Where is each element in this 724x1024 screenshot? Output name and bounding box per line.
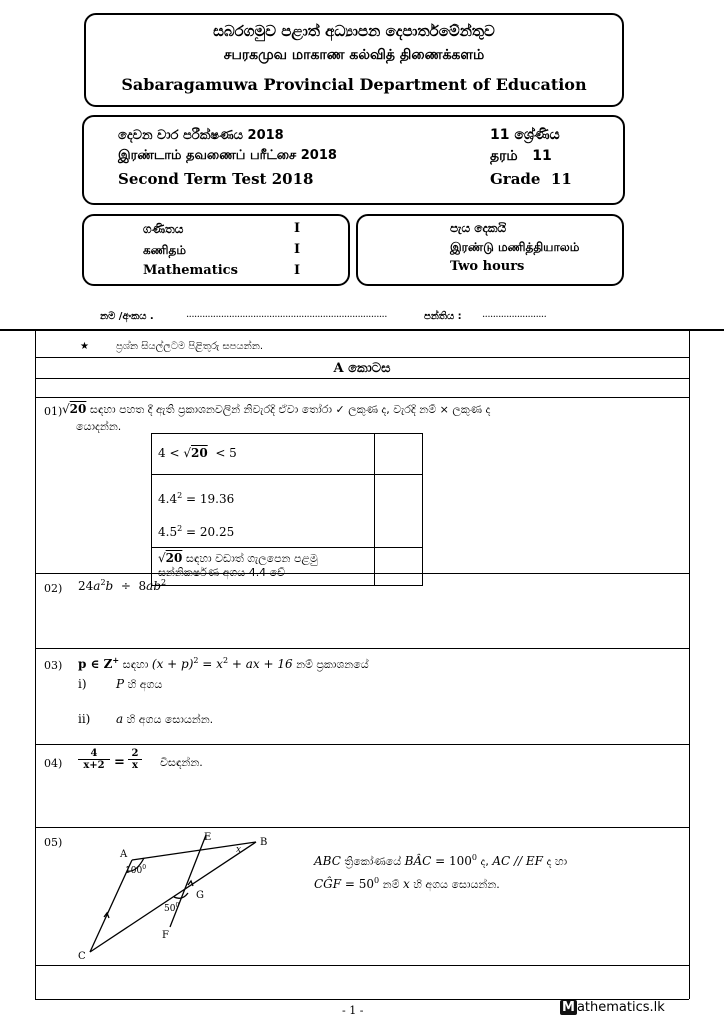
q5-l2-a: CĜF xyxy=(314,877,342,891)
subject-paper-3: I xyxy=(294,263,301,278)
angle-100-value: 100 xyxy=(125,866,143,876)
q1-row1-a: 4 < xyxy=(158,446,184,460)
label-b: B xyxy=(260,837,268,848)
exam-term-english: Second Term Test 2018 xyxy=(118,170,314,188)
duration-english: Two hours xyxy=(450,259,525,274)
q5-l1-c: BÂC xyxy=(404,854,432,868)
divider-q2 xyxy=(35,648,689,649)
q1-text-line1: සඳහා පහත දී ඇති ප්‍රකාශනවලින් නිවැරදි ඒවා තෝරා ✓ ලකුණ ද, වැරදි නම් × ලකුණ ද xyxy=(86,403,491,416)
q1-row-1 xyxy=(152,434,423,475)
q1-row1-arg: 20 xyxy=(190,446,208,460)
q4-equals: = xyxy=(114,755,125,770)
divider-instruction xyxy=(35,357,689,358)
q3-eq-sup: 2 xyxy=(193,656,199,665)
q5-l2-e: හි අගය සොයන්න. xyxy=(409,878,500,891)
q5-l1-e: ද, xyxy=(476,855,493,868)
q1-row4-arg: 20 xyxy=(165,551,183,565)
label-f: F xyxy=(162,930,169,941)
q4-fraction-1 xyxy=(78,748,110,771)
q4-f2-num: 2 xyxy=(128,748,142,760)
subject-name-sinhala: ගණිතය xyxy=(143,222,184,236)
exam-grade-english: Grade 11 xyxy=(490,170,572,188)
q5-text-line2 xyxy=(314,876,500,892)
q3-eq-sup2: 2 xyxy=(222,656,229,665)
q1-text-line2: යොදන්න. xyxy=(76,420,122,433)
q1-row2-sup: 2 xyxy=(177,491,183,500)
q5-l1-b: ත්‍රිකෝණයේ xyxy=(340,855,405,868)
q3-eq-c: + ax + 16 xyxy=(228,657,293,671)
label-x: x xyxy=(236,845,242,855)
label-angle-50 xyxy=(164,902,179,914)
q3-i-text: හි අගය xyxy=(124,678,163,691)
q2-var-a: a xyxy=(93,579,101,593)
q2-sup2: 2 xyxy=(161,578,167,587)
exam-grade-tamil: தரம் 11 xyxy=(490,148,552,164)
q2-number: 02) xyxy=(44,582,63,595)
divider-q3 xyxy=(35,744,689,745)
label-g: G xyxy=(196,890,204,901)
q3-ii-var: a xyxy=(116,712,124,726)
q1-statement-1 xyxy=(152,434,375,475)
q3-eq-b: = x xyxy=(198,657,223,671)
instruction-bullet: ★ xyxy=(80,341,89,352)
q3-text2: නම් ප්‍රකාශනයේ xyxy=(292,658,369,671)
q4-fraction-2 xyxy=(128,748,142,771)
name-field[interactable]: ........................................................................... xyxy=(186,309,387,320)
q1-sqrt-arg: 20 xyxy=(69,402,87,416)
q1-row3-sup: 2 xyxy=(177,524,183,533)
label-a: A xyxy=(120,849,128,860)
q3-text1: සඳහා xyxy=(119,658,152,671)
class-field[interactable]: ........................ xyxy=(482,309,547,320)
section-title: A කොටස xyxy=(333,361,391,376)
q4-number: 04) xyxy=(44,757,63,770)
divider-top xyxy=(0,329,724,331)
q3-part-ii-label: ii) xyxy=(78,712,91,726)
instruction-text: ප්‍රශ්න සියල්ලටම පිළිතුරු සපයන්න. xyxy=(116,341,264,352)
exam-grade-sinhala: 11 ශ්‍රේණිය xyxy=(490,127,560,143)
q1-row2-b: = 19.36 xyxy=(182,492,235,506)
divider-q1 xyxy=(35,573,689,574)
q1-row4-text1: සඳහා වඩාත් ගැලපෙන පළමු xyxy=(182,552,318,565)
q3-part-i xyxy=(116,677,162,692)
q5-l1-sup: 0 xyxy=(471,853,477,862)
q3-number: 03) xyxy=(44,659,63,672)
q3-eq-a: (x + p) xyxy=(151,657,194,671)
sqrt-symbol: √ xyxy=(183,446,191,460)
q1-row2-a: 4.4 xyxy=(158,492,178,506)
logo-m: M xyxy=(562,1000,575,1015)
q1-row3-b: = 20.25 xyxy=(182,525,235,539)
q2-divide: ÷ xyxy=(113,579,139,593)
sqrt-symbol: √ xyxy=(158,551,166,565)
q5-l1-a: ABC xyxy=(314,854,341,868)
q2-var-ab: ab xyxy=(146,579,162,593)
duration-sinhala: පැය දෙකයි xyxy=(450,221,507,235)
q2-expression xyxy=(78,578,166,593)
q5-number: 05) xyxy=(44,836,63,849)
subject-name-english: Mathematics xyxy=(143,263,238,278)
exam-term-tamil: இரண்டாம் தவணைப் பரீட்சை 2018 xyxy=(118,148,337,163)
exam-term-sinhala: දෙවන වාර පරීක්ෂණය 2018 xyxy=(118,128,284,143)
header-title-tamil: சபரகமுவ மாகாண கல்வித் திணைக்களம் xyxy=(223,47,485,63)
label-angle-100 xyxy=(125,864,146,876)
q1-statement-2 xyxy=(152,475,375,548)
q1-text xyxy=(62,402,490,417)
q3-part-ii xyxy=(116,712,213,727)
q1-answer-3[interactable] xyxy=(375,548,423,586)
logo-text: athematics.lk xyxy=(576,1000,665,1015)
q1-row-2 xyxy=(152,475,423,548)
divider-section-2 xyxy=(35,397,689,398)
angle-50-degree: 0 xyxy=(175,902,180,909)
name-label: නම /අංකය . xyxy=(100,311,154,322)
subject-paper-1: I xyxy=(294,221,301,236)
q5-l2-c: නම් xyxy=(379,878,403,891)
subject-paper-2: I xyxy=(294,242,301,257)
q1-row-3 xyxy=(152,548,423,586)
q2-var-b: b xyxy=(105,579,114,593)
label-e: E xyxy=(204,832,212,843)
q3-ii-text: හි අගය සොයන්න. xyxy=(123,713,214,726)
q1-number: 01) xyxy=(44,405,63,418)
q2-sup1: 2 xyxy=(100,578,106,587)
q3-part-i-label: i) xyxy=(78,677,87,691)
q4-f2-den: x xyxy=(132,760,138,771)
sqrt-symbol: √ xyxy=(62,402,70,416)
q5-l2-d: x xyxy=(402,877,410,891)
q3-i-var: P xyxy=(116,677,125,691)
header-title-english: Sabaragamuwa Provincial Department of Education xyxy=(121,75,587,94)
q3-condition: p ∈ Z xyxy=(78,657,113,671)
q2-coef-c: 8 xyxy=(138,579,147,593)
angle-50-value: 50 xyxy=(164,904,176,914)
q1-answer-2[interactable] xyxy=(375,475,423,548)
angle-100-degree: 0 xyxy=(142,864,147,871)
q2-coef-a: 24 xyxy=(78,579,94,593)
q3-condition-sup: + xyxy=(112,655,120,665)
q4-f1-num: 4 xyxy=(78,748,110,760)
q1-row4-text2: සන්නිකර්ෂණ අගය 4.4 වේ xyxy=(158,566,286,579)
q3-statement xyxy=(78,655,369,672)
q5-l1-g: ද හා xyxy=(543,855,568,868)
q1-row3-a: 4.5 xyxy=(158,525,178,539)
page-margin-left xyxy=(35,329,36,999)
label-c: C xyxy=(78,951,86,962)
q1-table xyxy=(151,433,423,586)
q5-l2-sup: 0 xyxy=(374,876,380,885)
page-margin-right xyxy=(689,329,690,999)
class-label: පන්තිය : xyxy=(424,311,462,322)
q5-text-line1 xyxy=(314,853,567,869)
q5-l2-b: = 50 xyxy=(341,877,375,891)
q5-l1-d: = 100 xyxy=(431,854,472,868)
duration-tamil: இரண்டு மணித்தியாலம் xyxy=(450,240,580,254)
q1-answer-1[interactable] xyxy=(375,434,423,475)
q4-text: විසඳන්න. xyxy=(160,756,203,769)
q5-diagram xyxy=(70,825,290,965)
divider-q5 xyxy=(35,965,689,966)
q4-f1-den: x+2 xyxy=(83,760,105,771)
q1-statement-3 xyxy=(152,548,375,586)
page-number: - 1 - xyxy=(342,1004,364,1017)
divider-section xyxy=(35,378,689,379)
q1-row1-b: < 5 xyxy=(207,446,237,460)
site-logo xyxy=(560,1000,665,1015)
header-title-sinhala: සබරගමුව පළාත් අධ්‍යාපන දෙපාර්තමේන්තුව xyxy=(213,22,495,40)
q5-l1-f: AC // EF xyxy=(492,854,544,868)
subject-name-tamil: கணிதம் xyxy=(143,243,186,257)
